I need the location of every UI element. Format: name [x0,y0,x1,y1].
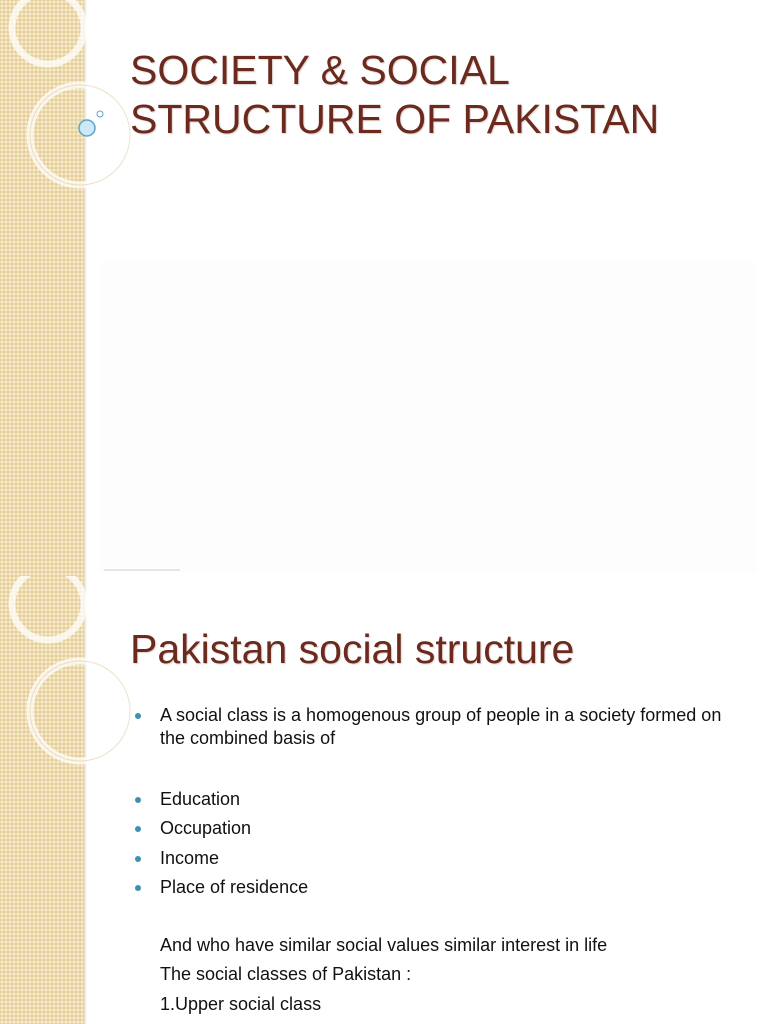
bullet-dot-icon [135,885,141,891]
slide-heading: Pakistan social structure [130,626,575,672]
bullet-text: Occupation [160,818,252,838]
intro-list [132,704,742,750]
bullet-dot-icon [135,826,141,832]
bullet-item [132,817,742,840]
faint-mark [104,569,180,571]
title-line-1: SOCIETY & SOCIAL [130,47,510,93]
bullet-text: Place of residence [160,877,309,897]
bullet-text: Education [160,788,241,809]
bullet-item [132,847,742,870]
slide-body [132,704,742,1022]
textured-sidebar [0,0,84,576]
slide-social-structure [0,576,768,1024]
sidebar-edge [84,0,87,576]
basis-list [132,788,742,900]
body-line: The social classes of Pakistan : [160,964,412,984]
title-line-2: STRUCTURE OF PAKISTAN [130,96,660,142]
bullet-item [132,876,742,899]
bullet-item [132,788,742,811]
sidebar-edge [84,576,87,1024]
bullet-text: Income [160,847,220,868]
placeholder-panel [100,262,756,572]
body-line: 1.Upper social class [160,993,322,1014]
bullet-dot-icon [135,856,141,862]
body-line: And who have similar social values similar interest in life [160,934,608,955]
bullet-text: A social class is a homogenous group of people in a society formed on the combined basis of [160,705,722,748]
bullet-dot-icon [135,713,141,719]
slide-title-heading [130,46,750,144]
textured-sidebar [0,576,84,1024]
bullet-dot-icon [135,797,141,803]
bullet-item [132,704,742,750]
